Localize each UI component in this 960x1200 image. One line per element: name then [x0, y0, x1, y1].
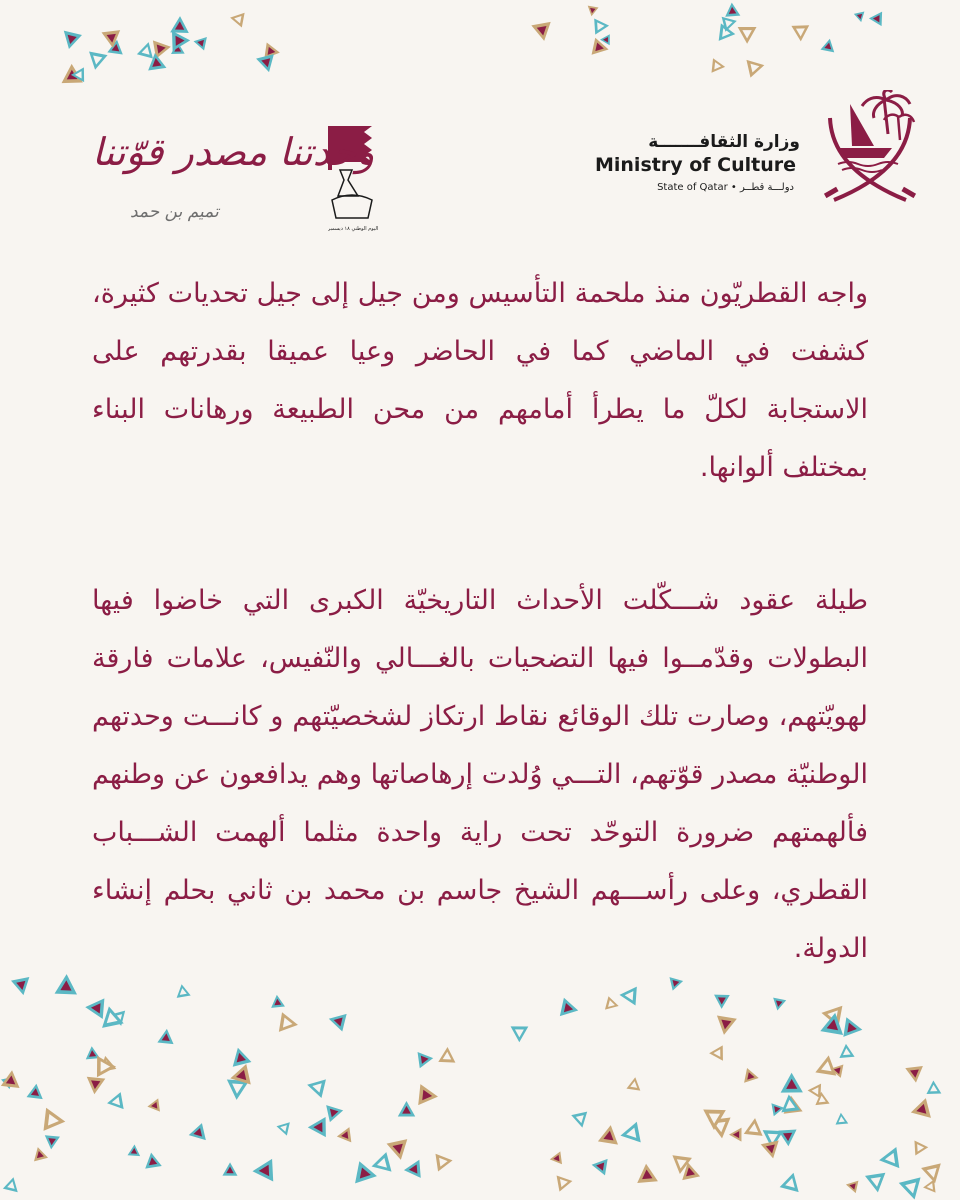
triangle-ornament	[128, 1144, 141, 1156]
triangle-ornament	[921, 1163, 945, 1185]
triangle-ornament	[724, 2, 740, 17]
triangle-ornament	[107, 39, 124, 55]
triangle-ornament	[264, 42, 281, 60]
body-paragraph-2: طيلة عقود شـــكّلت الأحداث التاريخيّة الكبرى التي خاضوا فيها البطولات وقدّمــوا فيها التضحيات بالغـــالي والنّفيس، علامات فارقة لهويّتهم، وصارت تلك الوقائع نقاط ارتكاز لشخصيّتهم و كانـــت وحدتهم الوطنيّة مصدر قوّتهم، التـــي وُلدت إرهاصاتها وهم يدافعون عن وطنهم فألهمتهم ضرورة التوحّد تحت راية واحدة مثلما ألهمت الشـــباب القطري، وعلى رأســـهم الشيخ جاسم بن محمد بن ثاني بحلم إنشاء الدولة.	[92, 585, 868, 964]
triangle-ornament	[590, 1156, 607, 1175]
triangle-ornament	[729, 1128, 742, 1142]
triangle-ornament	[369, 1152, 392, 1176]
triangle-ornament	[719, 23, 737, 42]
triangle-ornament	[744, 1117, 765, 1136]
triangle-ornament	[829, 1062, 844, 1078]
triangle-ornament	[636, 1163, 658, 1183]
triangle-ornament	[275, 1120, 290, 1136]
triangle-ornament	[914, 1140, 928, 1156]
ministry-logo	[594, 90, 912, 210]
triangle-ornament	[709, 1118, 733, 1140]
triangle-ornament	[403, 1160, 421, 1179]
triangle-ornament	[619, 985, 637, 1005]
triangle-ornament	[418, 1084, 439, 1107]
national-day-caption: اليوم الوطني ١٨ ديسمبر	[328, 226, 378, 232]
triangle-ornament	[771, 1101, 785, 1116]
triangle-ornament	[845, 1178, 859, 1193]
triangle-ornament	[84, 997, 104, 1019]
triangle-ornament	[308, 1117, 326, 1137]
triangle-ornament	[820, 1011, 846, 1035]
triangle-ornament	[102, 30, 123, 49]
triangle-ornament	[252, 1159, 273, 1183]
triangle-ornament	[744, 1068, 760, 1085]
triangle-ornament	[157, 1028, 175, 1044]
triangle-ornament	[908, 1098, 931, 1122]
triangle-ornament	[171, 42, 185, 55]
triangle-ornament	[869, 11, 882, 26]
triangle-ornament	[438, 1047, 456, 1063]
triangle-ornament	[779, 1093, 800, 1112]
triangle-ornament	[326, 1102, 345, 1122]
triangle-ornament	[843, 1017, 864, 1039]
triangle-ornament	[1, 1069, 22, 1088]
triangle-ornament	[778, 1129, 797, 1146]
triangle-ornament	[761, 1140, 782, 1160]
triangle-ornament	[146, 1098, 159, 1113]
triangle-ornament	[926, 1080, 941, 1094]
triangle-ornament	[838, 1043, 854, 1058]
triangle-ornament	[229, 10, 245, 27]
triangle-ornament	[835, 1112, 849, 1124]
triangle-ornament	[327, 1010, 347, 1032]
triangle-ornament	[3, 1175, 21, 1192]
triangle-ornament	[418, 1050, 435, 1068]
triangle-ornament	[722, 13, 739, 31]
triangle-ornament	[336, 1127, 351, 1144]
triangle-ornament	[172, 30, 191, 51]
triangle-ornament	[44, 1135, 60, 1150]
triangle-ornament	[175, 983, 191, 998]
triangle-ornament	[714, 995, 730, 1009]
qatar-emblem-icon	[822, 90, 918, 206]
triangle-ornament	[192, 35, 207, 51]
triangle-ornament	[738, 27, 757, 44]
triangle-ornament	[137, 40, 157, 58]
triangle-ornament	[814, 1091, 830, 1105]
triangle-ornament	[97, 1054, 116, 1072]
triangle-ornament	[226, 1079, 249, 1100]
triangle-ornament	[815, 1054, 839, 1076]
triangle-ornament	[85, 1077, 105, 1095]
triangle-ornament	[85, 1046, 100, 1060]
triangle-ornament	[598, 1124, 621, 1145]
triangle-ornament	[781, 1094, 802, 1113]
triangle-ornament	[865, 1173, 888, 1194]
triangle-ornament	[600, 34, 610, 45]
triangle-ornament	[106, 1092, 124, 1112]
triangle-ornament	[762, 1130, 784, 1149]
triangle-ornament	[510, 1026, 528, 1042]
state-of-qatar-label: State of Qatar • دولـــة قطــر	[657, 182, 794, 193]
triangle-ornament	[229, 1045, 252, 1066]
triangle-ornament	[60, 31, 82, 52]
body-paragraph-1: واجه القطريّون منذ ملحمة التأسيس ومن جيل إلى جيل تحديات كثيرة، كشفت في الماضي كما في الحاضر وعيا عميقا بقدرتهم على الاستجابة لكلّ ما يطرأ أمامهم من محن الطبيعة ورهانات البناء بمختلف ألوانها.	[92, 278, 868, 483]
triangle-ornament	[791, 25, 809, 41]
triangle-ornament	[387, 1139, 412, 1162]
triangle-ornament	[97, 1056, 116, 1078]
ministry-name-arabic: وزارة الثقافـــــــة	[648, 132, 800, 152]
triangle-ornament	[854, 12, 867, 24]
triangle-ornament	[709, 1045, 723, 1061]
triangle-ornament	[187, 1123, 206, 1144]
header	[0, 60, 960, 232]
triangle-ornament	[11, 977, 33, 997]
triangle-ornament	[586, 6, 599, 18]
triangle-ornament	[780, 1170, 803, 1192]
triangle-ornament	[679, 1160, 700, 1180]
triangle-ornament	[305, 1075, 326, 1098]
triangle-ornament	[592, 38, 611, 58]
triangle-ornament	[398, 1101, 415, 1117]
triangle-ornament	[780, 1073, 802, 1093]
triangle-ornament	[170, 16, 189, 33]
triangle-ornament	[31, 1145, 48, 1161]
triangle-ornament	[549, 1151, 562, 1165]
triangle-ornament	[55, 974, 78, 995]
triangle-ornament	[355, 1161, 379, 1187]
triangle-ornament	[110, 1011, 129, 1028]
triangle-ornament	[279, 1012, 300, 1035]
slogan-calligraphy: وحدتنا مصدر قوّتنا	[92, 130, 375, 174]
triangle-ornament	[703, 1110, 726, 1131]
triangle-ornament	[626, 1076, 642, 1090]
triangle-ornament	[98, 1004, 124, 1028]
triangle-ornament	[905, 1066, 924, 1084]
bottom-triangle-pattern	[0, 960, 960, 1200]
triangle-ornament	[714, 1016, 737, 1037]
triangle-ornament	[618, 1122, 640, 1146]
triangle-ornament	[143, 1151, 162, 1168]
triangle-ornament	[899, 1177, 926, 1200]
triangle-ornament	[820, 37, 836, 52]
triangle-ornament	[560, 998, 580, 1020]
triangle-ornament	[435, 1151, 453, 1171]
triangle-ornament	[229, 1084, 245, 1098]
triangle-ornament	[27, 1083, 45, 1099]
triangle-ornament	[771, 998, 786, 1012]
triangle-ornament	[557, 1173, 574, 1192]
triangle-ornament	[807, 1083, 821, 1098]
signature: تميم بن حمد	[130, 202, 219, 222]
triangle-ornament	[43, 1108, 66, 1133]
triangle-ornament	[531, 22, 554, 43]
triangle-ornament	[819, 1002, 842, 1027]
triangle-ornament	[605, 996, 620, 1013]
triangle-ornament	[222, 1162, 237, 1175]
triangle-ornament	[571, 1112, 590, 1130]
triangle-ornament	[594, 18, 609, 35]
triangle-ornament	[1, 1077, 16, 1091]
triangle-ornament	[153, 38, 173, 59]
triangle-ornament	[270, 994, 285, 1008]
triangle-ornament	[670, 1155, 692, 1175]
triangle-ornament	[228, 1064, 251, 1089]
ministry-name-english: Ministry of Culture	[594, 154, 796, 176]
triangle-ornament	[878, 1147, 900, 1171]
triangle-ornament	[922, 1180, 935, 1194]
